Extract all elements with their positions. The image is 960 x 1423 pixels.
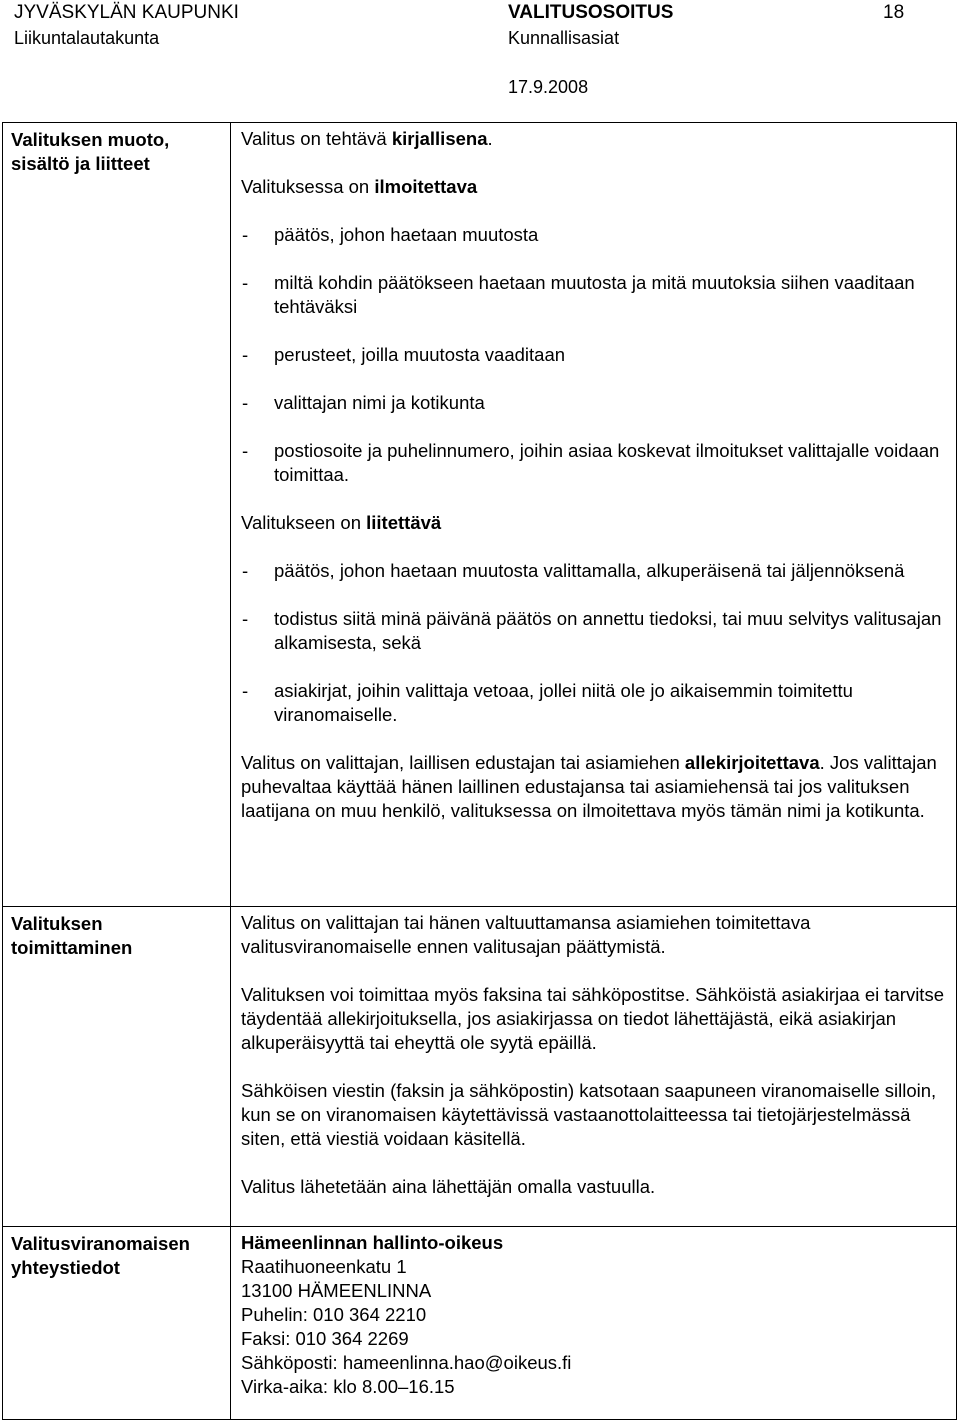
phone-number: Puhelin: 010 364 2210 bbox=[241, 1304, 427, 1325]
bold-text: allekirjoitettava bbox=[684, 752, 820, 773]
text: Valituksessa on bbox=[241, 176, 375, 197]
fax-number: Faksi: 010 364 2269 bbox=[241, 1328, 409, 1349]
authority-name bbox=[241, 1231, 946, 1255]
bold-text: liitettävä bbox=[366, 512, 442, 533]
paragraph bbox=[241, 751, 946, 823]
row-submission bbox=[3, 907, 957, 1227]
list-item: - perusteet, joilla muutosta vaaditaan bbox=[241, 343, 946, 367]
office-hours: Virka-aika: klo 8.00–16.15 bbox=[241, 1376, 455, 1397]
paragraph: Valitus on valittajan tai hänen valtuuttamansa asiamiehen toimitettava valitusviranomaiselle ennen valitusajan päättymistä. bbox=[241, 912, 811, 957]
email-address: Sähköposti: hameenlinna.hao@oikeus.fi bbox=[241, 1352, 572, 1373]
bold-text: ilmoitettava bbox=[374, 176, 478, 197]
bold-text: Hämeenlinnan hallinto-oikeus bbox=[241, 1232, 504, 1253]
row-form-content bbox=[3, 123, 957, 907]
paragraph: Valitus lähetetään aina lähettäjän omalla vastuulla. bbox=[241, 1176, 656, 1197]
content-table bbox=[2, 122, 957, 1420]
list-item: - miltä kohdin päätökseen haetaan muutosta ja mitä muutoksia siihen vaaditaan tehtäväksi bbox=[241, 271, 946, 319]
list-item: - postiosoite ja puhelinnumero, joihin asiaa koskevat ilmoitukset valittajalle voidaan toimittaa. bbox=[241, 439, 946, 487]
required-info-list bbox=[241, 223, 946, 487]
content-cell bbox=[231, 907, 957, 1227]
text: Valitus on valittajan, laillisen edustajan tai asiamiehen bbox=[241, 752, 685, 773]
bold-text: kirjallisena bbox=[391, 128, 488, 149]
list-item: - asiakirjat, joihin valittaja vetoaa, jollei niitä ole jo aikaisemmin toimitettu viranomaiselle. bbox=[241, 679, 946, 727]
attachments-list bbox=[241, 559, 946, 727]
content-cell bbox=[231, 1227, 957, 1420]
list-item: - valittajan nimi ja kotikunta bbox=[241, 391, 946, 415]
paragraph: Sähköisen viestin (faksin ja sähköpostin) katsotaan saapuneen viranomaiselle silloin, kun se on viranomaisen käytettävissä vastaanottolaitteessa tai tietojärjestelmässä siten, että viestiä voidaan käsitellä. bbox=[241, 1080, 937, 1149]
paragraph bbox=[241, 127, 946, 151]
section-label: Valitusviranomaisen yhteystiedot bbox=[11, 1233, 190, 1278]
document-date: 17.9.2008 bbox=[508, 77, 589, 97]
unit-name: Liikuntalautakunta bbox=[14, 28, 160, 48]
page-number: 18 bbox=[883, 2, 905, 23]
paragraph bbox=[241, 511, 946, 535]
content-cell bbox=[231, 123, 957, 907]
address-street: Raatihuoneenkatu 1 bbox=[241, 1256, 407, 1277]
paragraph: Valituksen voi toimittaa myös faksina tai sähköpostitse. Sähköistä asiakirjaa ei tarvitse täydentää allekirjoituksella, jos asiakirjassa on tiedot lähettäjästä, eikä asiakirjan alkuperäisyyttä tai eheyttä ole syytä epäillä. bbox=[241, 984, 944, 1053]
list-item: - päätös, johon haetaan muutosta bbox=[241, 223, 946, 247]
text: Valitukseen on bbox=[241, 512, 367, 533]
label-cell bbox=[3, 1227, 231, 1420]
list-item: - päätös, johon haetaan muutosta valittamalla, alkuperäisenä tai jäljennöksenä bbox=[241, 559, 946, 583]
list-item: - todistus siitä minä päivänä päätös on annettu tiedoksi, tai muu selvitys valitusajan alkamisesta, sekä bbox=[241, 607, 946, 655]
paragraph bbox=[241, 175, 946, 199]
text: . Jos valittajan puhevaltaa käyttää hänen laillinen edustajansa tai asiamiehensä tai jos valituksen laatijana on muu henkilö, valituksessa on ilmoitettava myös tämän nimi ja kotikunta. bbox=[241, 752, 937, 821]
document-subtitle: Kunnallisasiat bbox=[508, 28, 620, 48]
label-cell bbox=[3, 907, 231, 1227]
section-label: Valituksen toimittaminen bbox=[11, 913, 133, 958]
text: Valitus on tehtävä bbox=[241, 128, 392, 149]
address-postal: 13100 HÄMEENLINNA bbox=[241, 1280, 432, 1301]
label-cell bbox=[3, 123, 231, 907]
row-contact bbox=[3, 1227, 957, 1420]
document-title: VALITUSOSOITUS bbox=[508, 2, 674, 23]
section-label: Valituksen muoto, sisältö ja liitteet bbox=[11, 129, 170, 174]
organization-name: JYVÄSKYLÄN KAUPUNKI bbox=[14, 2, 239, 23]
text: . bbox=[487, 128, 493, 149]
